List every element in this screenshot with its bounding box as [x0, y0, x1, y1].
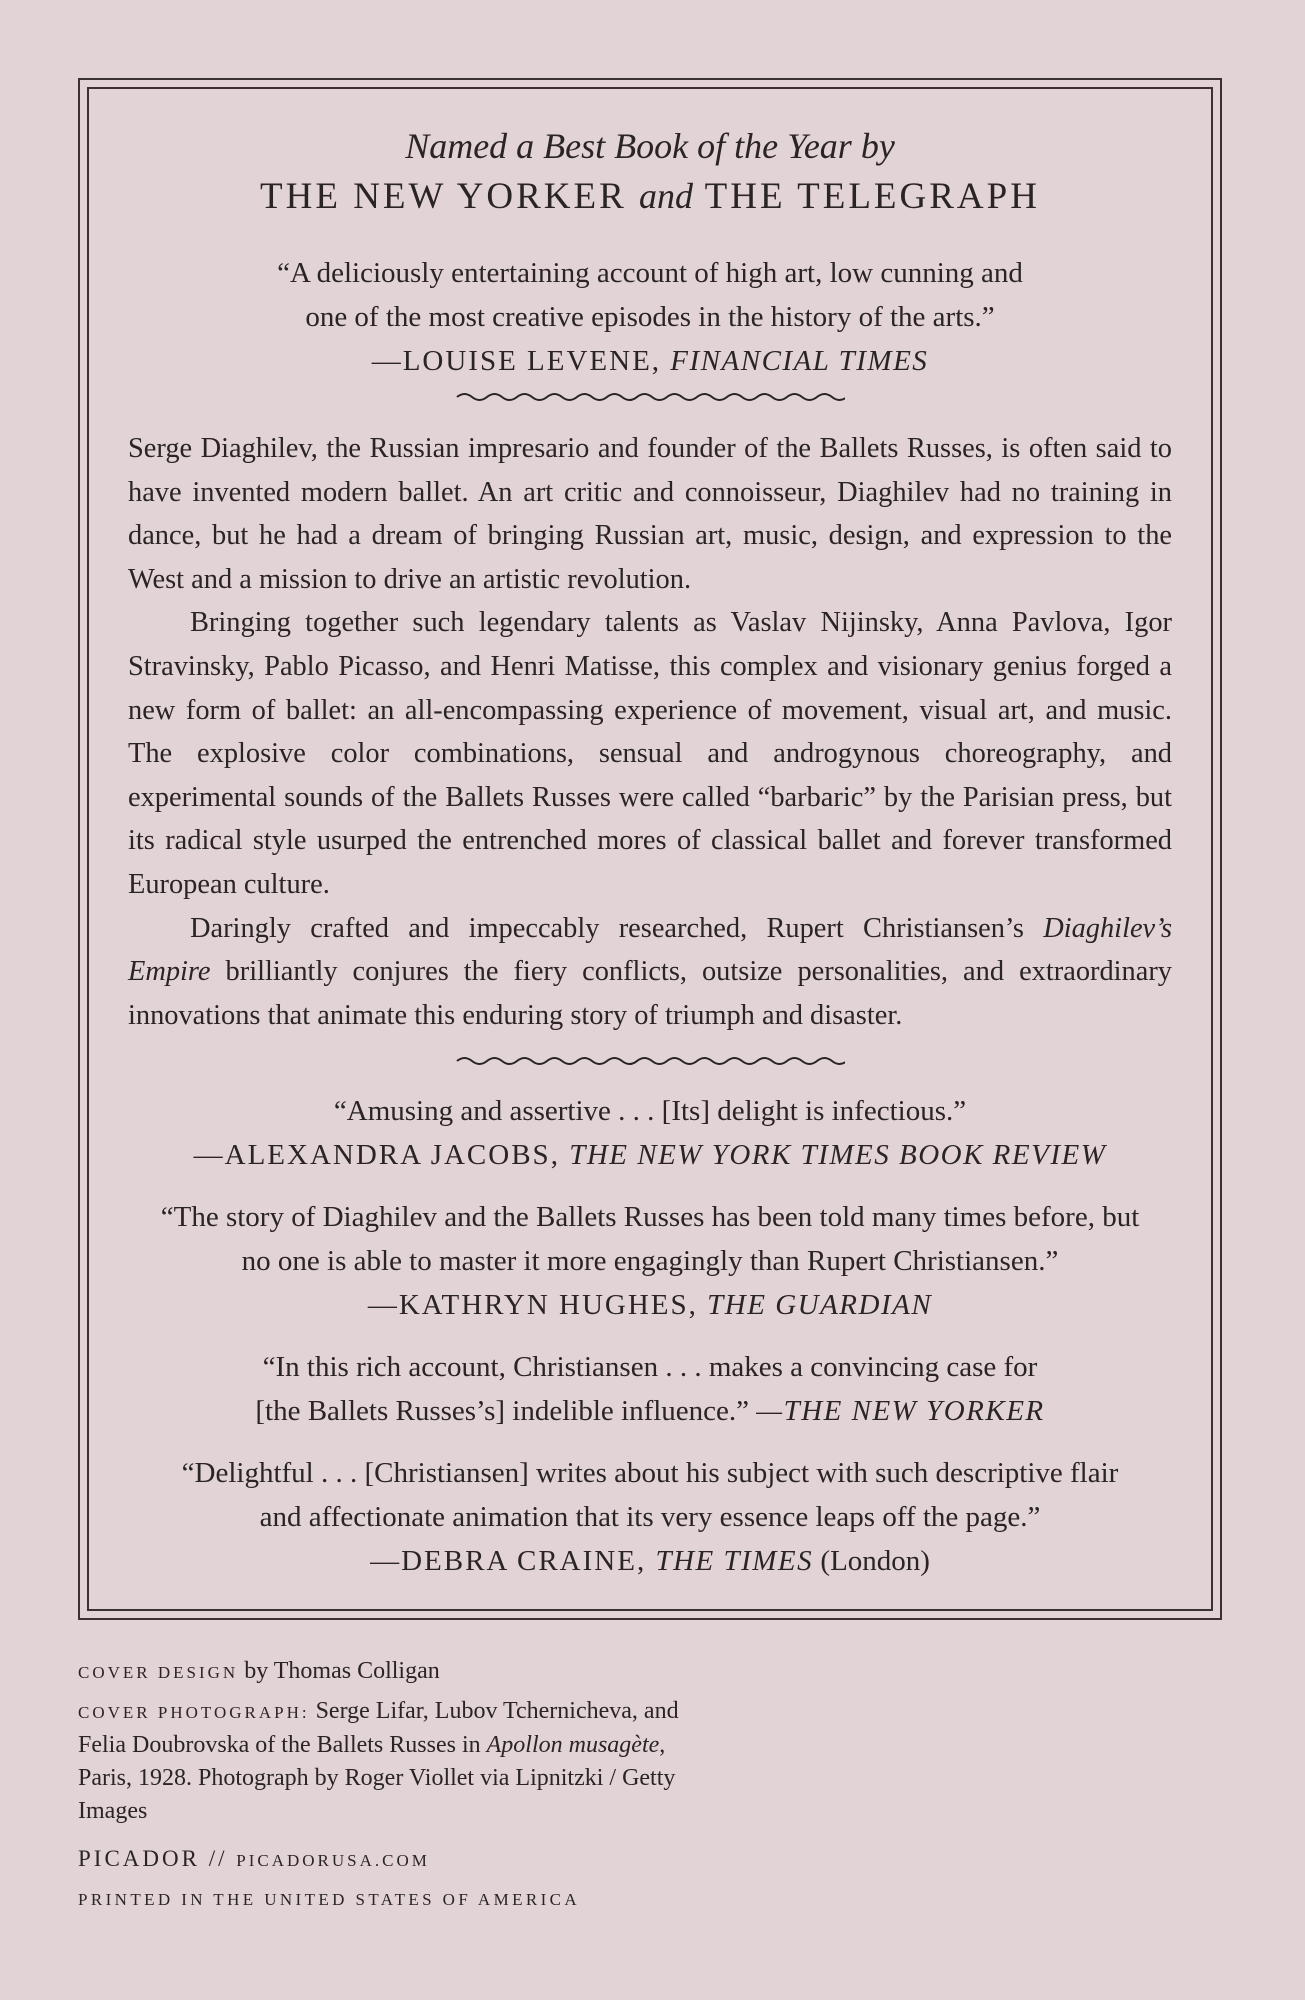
publisher-line: PICADOR // PICADORUSA.COM — [78, 1846, 430, 1871]
blurb-panel — [128, 118, 1172, 1583]
description-paragraph-1: Serge Diaghilev, the Russian impresario and founder of the Ballets Russes, is often said to have invented modern ballet. An art critic and connoisseur, Diaghilev had no training in dance, but he had a dream of bringing Russian art, music, design, and expression to the West and a mission to drive an artistic revolution. — [128, 433, 1172, 595]
pub-and: and — [639, 176, 694, 216]
publications-line — [128, 170, 1172, 223]
review-3-source: —THE NEW YORKER — [756, 1395, 1045, 1428]
review-3 — [128, 1345, 1172, 1433]
review-2 — [128, 1195, 1172, 1327]
pub-telegraph: THE TELEGRAPH — [704, 176, 1040, 217]
wavy-divider-top — [455, 389, 845, 405]
cover-photograph-credit: COVER PHOTOGRAPH: Serge Lifar, Lubov Tchernicheva, and Felia Doubrovska of the Ballets Russes in Apollon musagète, Paris, 1928. Photograph by Roger Viollet via Lipnitzki / Getty Images — [78, 1698, 679, 1824]
credits — [78, 1655, 798, 1922]
review-4-attribution: —DEBRA CRAINE, THE TIMES (London) — [370, 1545, 930, 1578]
best-book-line: Named a Best Book of the Year by — [405, 126, 895, 166]
review-4-line-2: and affectionate animation that its very essence leaps off the page.” — [259, 1501, 1041, 1534]
cover-design-credit: COVER DESIGN by Thomas Colligan — [78, 1658, 440, 1684]
review-1-attribution: —ALEXANDRA JACOBS, THE NEW YORK TIMES BOOK REVIEW — [193, 1139, 1107, 1172]
review-4 — [128, 1451, 1172, 1583]
top-quote-line-1: “A deliciously entertaining account of high art, low cunning and — [277, 257, 1023, 289]
pub-new-yorker: THE NEW YORKER — [260, 176, 627, 217]
wavy-divider-bottom — [455, 1053, 845, 1069]
review-2-attribution: —KATHRYN HUGHES, THE GUARDIAN — [367, 1289, 933, 1322]
top-quote-line-2: one of the most creative episodes in the history of the arts.” — [305, 301, 995, 333]
description-paragraph-3: Daringly crafted and impeccably researched, Rupert Christiansen’s Diaghilev’s Empire brilliantly conjures the fiery conflicts, outsize personalities, and extraordinary innovations that animate this enduring story of triumph and disaster. — [128, 912, 1172, 1031]
review-3-line-1: “In this rich account, Christiansen . . . makes a convincing case for — [262, 1351, 1038, 1384]
publisher-website: PICADORUSA.COM — [236, 1851, 430, 1870]
review-4-line-1: “Delightful . . . [Christiansen] writes about his subject with such descriptive flair — [181, 1457, 1119, 1490]
top-quote-attribution: —LOUISE LEVENE, FINANCIAL TIMES — [371, 345, 929, 377]
review-2-line-2: no one is able to master it more engagingly than Rupert Christiansen.” — [241, 1245, 1059, 1278]
printed-in-line: PRINTED IN THE UNITED STATES OF AMERICA — [78, 1890, 581, 1909]
review-1 — [128, 1089, 1172, 1177]
description-paragraph-2: Bringing together such legendary talents as Vaslav Nijinsky, Anna Pavlova, Igor Stravinsky, Pablo Picasso, and Henri Matisse, this complex and visionary genius forged a new form of ballet: an all-encompassing experience of movement, visual art, and music. The explosive color combinations, sensual and androgynous choreography, and experimental sounds of the Ballets Russes were called “barbaric” by the Parisian press, but its radical style usurped the entrenched mores of classical ballet and forever transformed European culture. — [128, 607, 1172, 900]
review-3-line-2: [the Ballets Russes’s] indelible influence.” —THE NEW YORKER — [255, 1395, 1045, 1428]
review-1-line-1: “Amusing and assertive . . . [Its] delight is infectious.” — [333, 1095, 967, 1128]
review-2-line-1: “The story of Diaghilev and the Ballets Russes has been told many times before, but — [160, 1201, 1140, 1234]
